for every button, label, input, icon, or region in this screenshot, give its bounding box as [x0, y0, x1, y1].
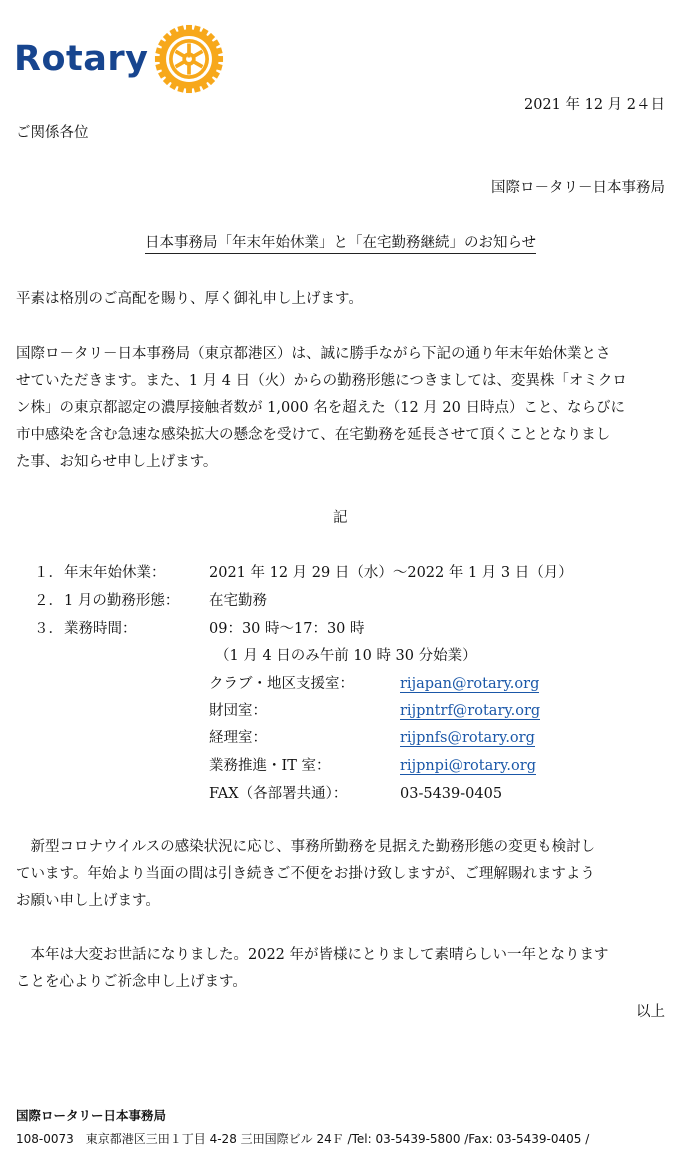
- body-line: 国際ロ－タリ－日本事務局（東京都港区）は、誠に勝手ながら下記の通り年末年始休業とさ: [16, 346, 611, 362]
- item-value: 在宅勤務: [209, 593, 267, 609]
- fax-label: FAX（各部署共通）：: [209, 786, 348, 802]
- item-label: 1 月の勤務形態：: [64, 593, 180, 609]
- ijou-closing: 以上: [636, 1004, 665, 1020]
- item-value: 09：30 時～17：30 時: [209, 621, 365, 637]
- body-line: ン株」の東京都認定の濃厚接触者数が 1,000 名を超えた（12 月 20 日時点）こと、ならびに: [16, 400, 625, 416]
- closing-paragraph-2: [16, 942, 670, 996]
- item-label: 年末年始休業：: [64, 565, 166, 581]
- item-number: ２．: [34, 593, 63, 609]
- contact-email-link[interactable]: rijpnpi@rotary.org: [400, 758, 536, 774]
- rotary-logo: [14, 28, 226, 90]
- footer-org: 国際ロータリー日本事務局: [16, 1108, 167, 1123]
- item-number: ３．: [34, 621, 63, 637]
- closing-line: お願い申し上げます。: [16, 893, 160, 909]
- document-title: 日本事務局「年末年始休業」と「在宅勤務継続」のお知らせ: [0, 233, 681, 253]
- fax-number: 03-5439-0405: [400, 786, 503, 802]
- sender: 国際ロ－タリ－日本事務局: [491, 180, 665, 196]
- body-line: た事、お知らせ申し上げます。: [16, 454, 218, 470]
- closing-line: 本年は大変お世話になりました。2022 年が皆様にとりまして素晴らしい一年となります: [16, 947, 609, 963]
- hours-note: （1 月 4 日のみ午前 10 時 30 分始業）: [215, 648, 477, 664]
- item-label: 業務時間：: [64, 621, 137, 637]
- closing-line: ことを心よりご祈念申し上げます。: [16, 974, 247, 990]
- contact-email-link[interactable]: rijapan@rotary.org: [400, 676, 540, 692]
- rotary-wheel-icon: [152, 22, 226, 96]
- greeting: 平素は格別のご高配を賜り、厚く御礼申し上げます。: [16, 291, 363, 307]
- footer-address: 108-0073 東京都港区三田１丁目 4-28 三田国際ビル 24Ｆ /Tel: 03-5439-5800 /Fax: 03-5439-0405 /: [16, 1132, 590, 1146]
- addressee: ご関係各位: [16, 125, 89, 141]
- document-date: 2021 年 12 月 2４日: [523, 97, 665, 113]
- closing-paragraph-1: [16, 834, 670, 915]
- closing-line: ています。年始より当面の間は引き続きご不便をお掛け致しますが、ご理解賜れますよう: [16, 866, 595, 882]
- ki-heading: 記: [333, 510, 348, 526]
- closing-line: 新型コロナウイルスの感染状況に応じ、事務所勤務を見据えた勤務形態の変更も検討し: [16, 839, 596, 855]
- contact-email-link[interactable]: rijpnfs@rotary.org: [400, 730, 535, 746]
- item-number: １．: [34, 565, 63, 581]
- contact-dept: クラブ・地区支援室：: [209, 676, 354, 692]
- body-line: せていただきます。また、1 月 4 日（火）からの勤務形態につきましては、変異株「オミクロ: [16, 373, 627, 389]
- logo-wordmark: Rotary: [14, 39, 149, 79]
- body-line: 市中感染を含む急速な感染拡大の懸念を受けて、在宅勤務を延長させて頂くこととなりまし: [16, 427, 611, 443]
- contact-email-link[interactable]: rijpntrf@rotary.org: [400, 703, 541, 719]
- item-value: 2021 年 12 月 29 日（水）～2022 年 1 月 3 日（月）: [209, 565, 573, 581]
- contact-dept: 業務推進・IT 室：: [209, 758, 331, 774]
- contact-dept: 経理室：: [209, 730, 267, 746]
- contact-dept: 財団室：: [209, 703, 267, 719]
- body-paragraph: [16, 341, 670, 476]
